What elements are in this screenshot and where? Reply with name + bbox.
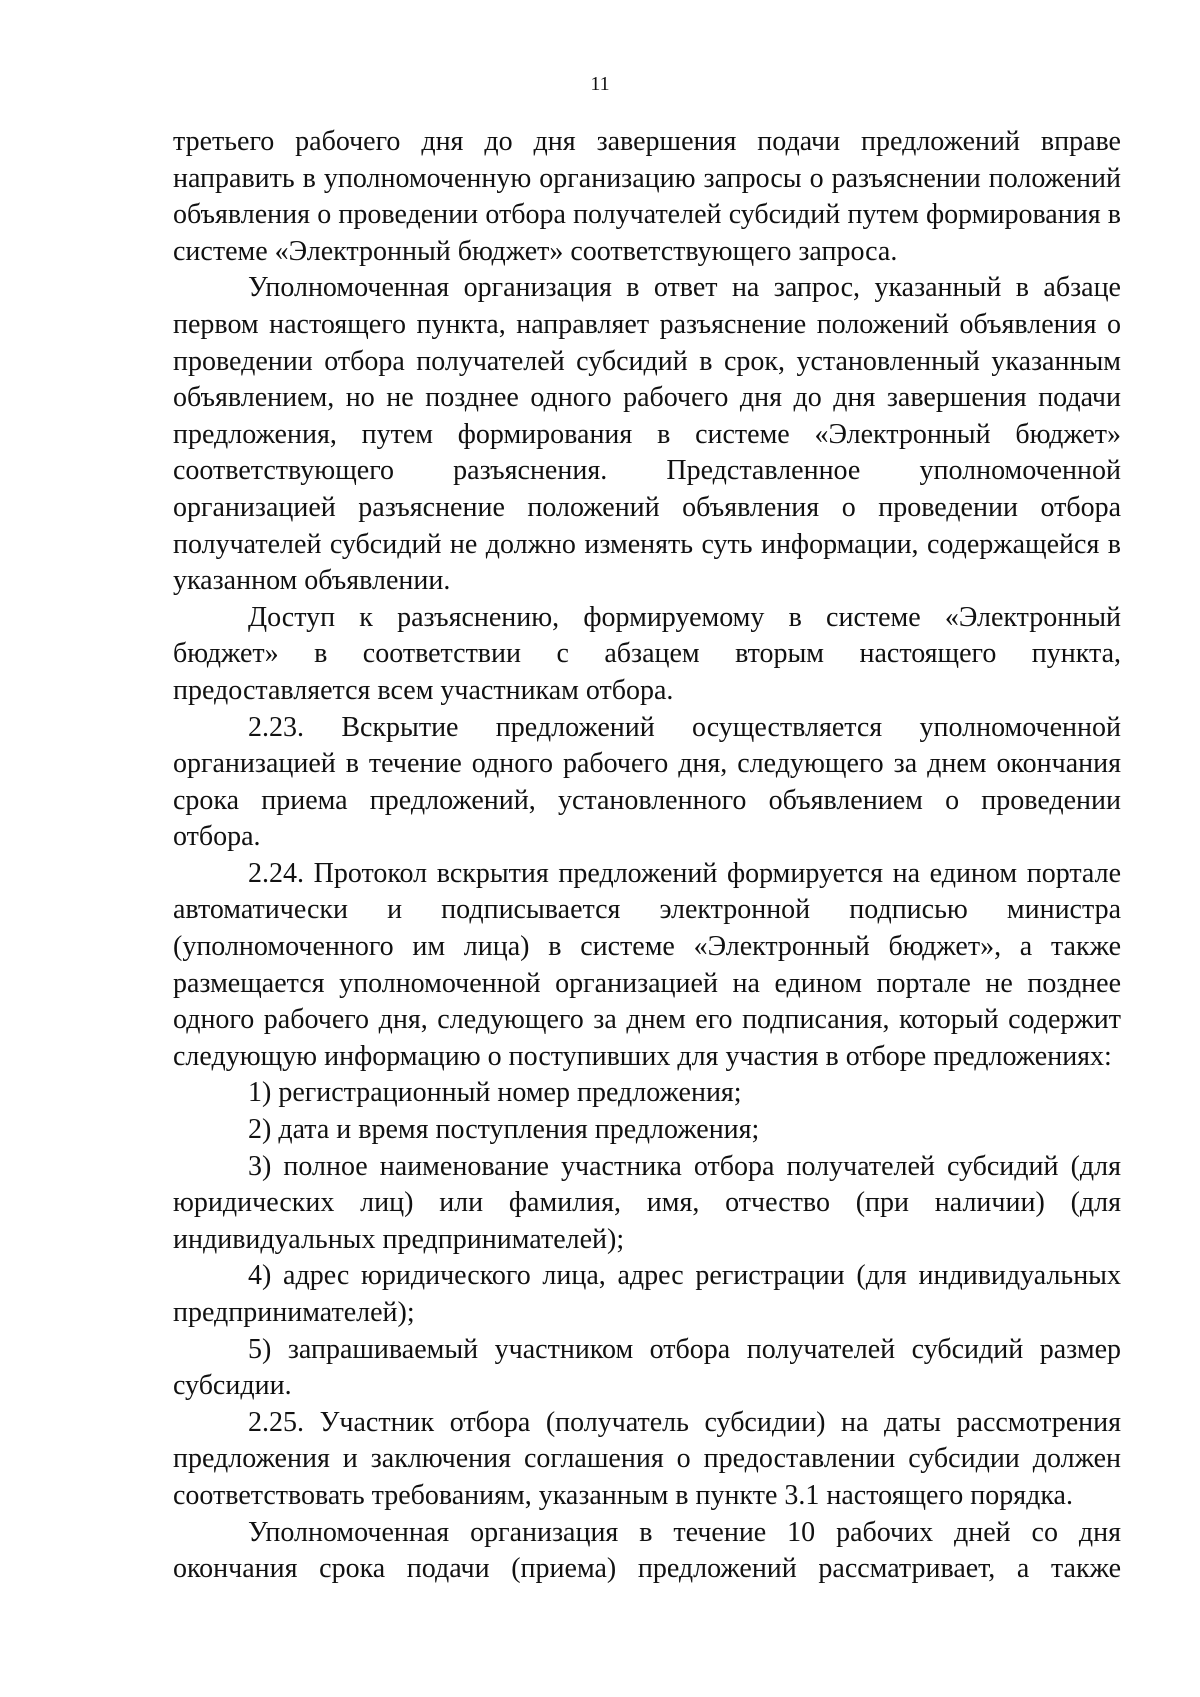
paragraph-2-24: 2.24. Протокол вскрытия предложений формируется на едином портале автоматически и подписывается электронной подписью министра (уполномоченного им лица) в системе «Электронный бюджет», а также размещается уполномоченной организацией на едином портале не позднее одного рабочего дня, следующего за днем его подписания, который содержит следующую информацию о поступивших для участия в отборе предложениях: — [173, 857, 1121, 1072]
paragraph-2-23: 2.23. Вскрытие предложений осуществляется уполномоченной организацией в течение одного рабочего дня, следующего за днем окончания срока приема предложений, установленного объявлением о проведении отбора. — [173, 711, 1121, 853]
document-body — [173, 124, 1121, 1588]
list-item: 3) полное наименование участника отбора получателей субсидий (для юридических лиц) или фамилия, имя, отчество (при наличии) (для индивидуальных предпринимателей); — [173, 1150, 1121, 1255]
paragraph-clarification-access: Доступ к разъяснению, формируемому в системе «Электронный бюджет» в соответствии с абзацем вторым настоящего пункта, предоставляется всем участникам отбора. — [173, 601, 1121, 706]
page-number: 11 — [590, 73, 610, 95]
paragraph-2-25: 2.25. Участник отбора (получатель субсидии) на даты рассмотрения предложения и заключения соглашения о предоставлении субсидии должен соответствовать требованиям, указанным в пункте 3.1 настоящего порядка. — [173, 1406, 1121, 1511]
list-item: 2) дата и время поступления предложения; — [248, 1114, 760, 1146]
list-item: 4) адрес юридического лица, адрес регистрации (для индивидуальных предпринимателей); — [173, 1260, 1121, 1328]
paragraph-continuation: третьего рабочего дня до дня завершения подачи предложений вправе направить в уполномоченную организацию запросы о разъяснении положений объявления о проведении отбора получателей субсидий путем формирования в системе «Электронный бюджет» соответствующего запроса. — [173, 126, 1121, 267]
paragraph-clarification-response: Уполномоченная организация в ответ на запрос, указанный в абзаце первом настоящего пункта, направляет разъяснение положений объявления о проведении отбора получателей субсидий в срок, установленный указанным объявлением, но не позднее одного рабочего дня до дня завершения подачи предложения, путем формирования в системе «Электронный бюджет» соответствующего разъяснения. Представленное уполномоченной организацией разъяснение положений объявления о проведении отбора получателей субсидий не должно изменять суть информации, содержащейся в указанном объявлении. — [173, 272, 1121, 597]
list-item: 1) регистрационный номер предложения; — [248, 1077, 742, 1109]
list-item: 5) запрашиваемый участником отбора получателей субсидий размер субсидии. — [173, 1333, 1121, 1402]
paragraph-review-continued: Уполномоченная организация в течение 10 рабочих дней со дня окончания срока подачи (приема) предложений рассматривает, а также — [173, 1516, 1121, 1585]
